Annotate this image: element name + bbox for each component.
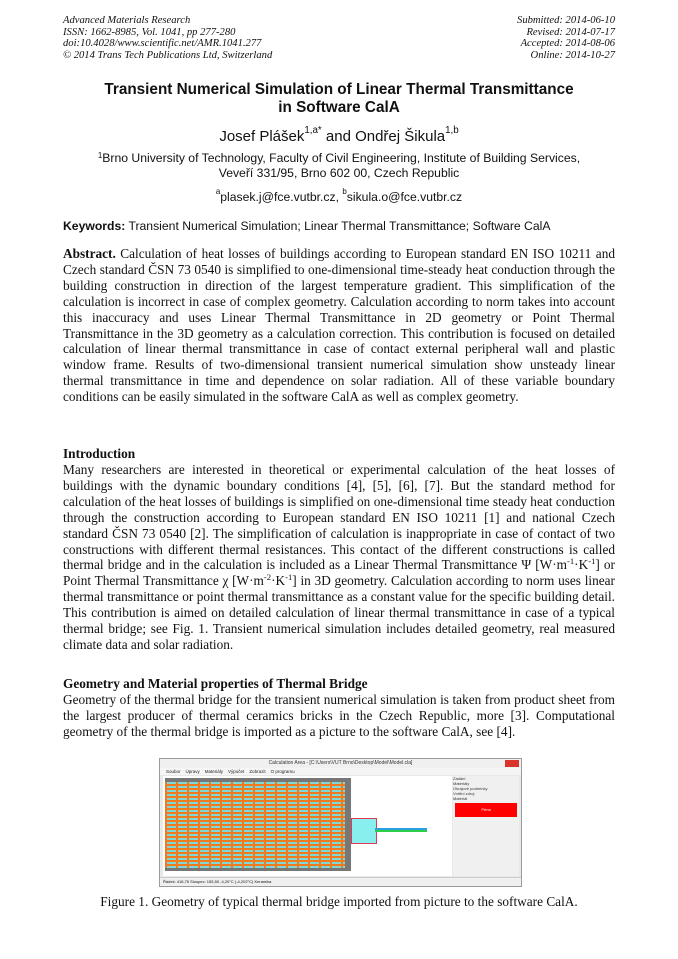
introduction-text (63, 462, 615, 653)
copyright: © 2014 Trans Tech Publications Ltd, Switzerland (63, 49, 273, 61)
intro-text-segment: ·K (574, 557, 589, 573)
abstract (63, 246, 615, 405)
unit-exponent: -1 (588, 556, 596, 567)
email-link[interactable]: plasek.j@fce.vutbr.cz, (220, 190, 343, 204)
doi: doi:10.4028/www.scientific.net/AMR.1041.277 (63, 38, 262, 50)
email-sup: a (215, 187, 221, 196)
section-heading-geometry: Geometry and Material properties of Thermal Bridge (63, 676, 368, 691)
side-panel (453, 776, 519, 876)
keywords-label: Keywords: (63, 219, 126, 233)
online-date: Online: 2014-10-27 (530, 49, 615, 61)
submitted-date: Submitted: 2014-06-10 (517, 15, 615, 26)
journal-name: Advanced Materials Research (63, 15, 191, 26)
accepted-date: Accepted: 2014-08-06 (520, 38, 615, 50)
geometry-text: Geometry of the thermal bridge for the transient numerical simulation is taken from product sheet from the largest producer of thermal ceramics bricks in the Czech Republic, more [3]. Computational geometry of the thermal bridge is imported as a picture to the software CalA, see [4]. (63, 692, 615, 739)
affil-line: Brno University of Technology, Faculty of Civil Engineering, Institute of Building Services, (102, 151, 581, 165)
author-sup: 1,a* (304, 125, 322, 136)
intro-text-segment: ] in 3D geometry. Calculation according to norm uses linear thermal transmittance or point thermal transmittance as a constant value for the specific building detail. This contribution is aimed on detailed calculation of linear thermal transmittance in case of a typical thermal bridge; see Fig. 1. Transient numerical simulation includes detailed geometry, real measured climate data and solar radiation. (63, 573, 615, 652)
close-icon (505, 760, 519, 767)
section-heading-introduction: Introduction (63, 446, 136, 461)
email-sup: b (342, 187, 347, 196)
keywords (63, 219, 550, 233)
author-name: and Ondřej Šikula (321, 128, 446, 145)
glazing (375, 828, 427, 832)
brick-pattern (165, 782, 345, 868)
journal-info (63, 15, 272, 61)
menu-item: Materiály (204, 769, 224, 774)
unit-exponent: -2 (263, 572, 272, 583)
author-name: Josef Plášek (219, 128, 305, 145)
affiliation (0, 151, 678, 181)
paper-title (0, 81, 678, 117)
panel-label: Vnitřní zdroj (453, 791, 475, 796)
intro-text-segment: ] or Point Thermal Transmittance χ [W·m (63, 557, 615, 589)
panel-label: Zadání (453, 776, 466, 781)
abstract-text: Calculation of heat losses of buildings according to European standard EN ISO 10211 and Czech standard ČSN 73 0540 is simplified to one-dimensional time-steady heat conduction through the building construction in direction of the largest temperature gradient. This simplification of the calculation is incorrect in case of complex geometry. Calculation according to norm takes into account this inaccuracy and uses Linear Thermal Transmittance in 2D geometry or Point Thermal Transmittance in the 3D geometry as a calculation correction. This contribution is focused on detailed calculation of linear thermal transmittance in case of contact external peripheral wall and plastic window frame. Results of two-dimensional transient numerical simulation show unsteady linear thermal transmittance in time and dependence on solar radiation. All of these variable boundary conditions can be easily simulated in the software CalA as well as complex geometry. (63, 246, 615, 405)
keywords-text: Transient Numerical Simulation; Linear Thermal Transmittance; Software CalA (125, 219, 551, 233)
menu-item: Zobrazit (249, 769, 266, 774)
author-sup: 1,b (445, 125, 459, 136)
emails (0, 187, 678, 204)
panel-label: Materiály (453, 781, 470, 786)
abstract-label: Abstract. (63, 246, 116, 261)
menu-bar (160, 768, 521, 775)
intro-text-segment: Many researchers are interested in theoretical or experimental calculation of the heat losses of buildings with the dynamic boundary conditions [4], [5], [6], [7]. But the standard method for calculation of the heat losses of buildings is simplified on one-dimensional time steady heat conduction through the construction according to European standard EN ISO 10211 [1] and national Czech standard ČSN 73 0540 [2]. The simplification of calculation is inappropriate in case of contact of two constructions with different thermal resistances. This contact of the different constructions is called thermal bridge and in the calculation is included as a Linear Thermal Transmittance Ψ [W·m (63, 462, 615, 573)
window-frame (351, 818, 377, 844)
figure-caption: Figure 1. Geometry of typical thermal bridge imported from picture to the software CalA. (100, 894, 578, 909)
menu-item: Výpočet (228, 769, 245, 774)
title-line: Transient Numerical Simulation of Linear Thermal Transmittance (104, 81, 574, 98)
panel-label: Okrajové podmínky (453, 786, 488, 791)
authors (0, 125, 678, 145)
issn: ISSN: 1662-8985, Vol. 1041, pp 277-280 (63, 26, 236, 38)
menu-item: Soubor (166, 769, 181, 774)
menu-item: Úpravy (185, 769, 200, 774)
unit-exponent: -1 (566, 556, 575, 567)
dates-info (517, 15, 615, 61)
window-title: Calculation Area - [C:\Users\VUT Brno\Desktop\Model\Model.cla] (268, 760, 413, 766)
window-titlebar (160, 759, 521, 768)
figure-1-screenshot (159, 758, 522, 887)
calc-canvas (163, 776, 452, 876)
email-link[interactable]: sikula.o@fce.vutbr.cz (346, 190, 463, 204)
intro-text-segment: ·K (271, 573, 286, 589)
title-line: in Software CalA (278, 99, 400, 116)
affil-sup: 1 (97, 151, 103, 160)
affil-line: Veveří 331/95, Brno 602 00, Czech Republic (218, 166, 460, 180)
revised-date: Revised: 2014-07-17 (526, 26, 615, 38)
material-swatch: Pěna (455, 803, 517, 817)
unit-exponent: -1 (285, 572, 293, 583)
menu-item: O programu (270, 769, 295, 774)
brick-wall (165, 778, 351, 871)
status-bar: Řádek: 416,75 Sloupec: 155,50 -4,20°C (-4,202°C) Keramika (160, 877, 522, 886)
panel-label: Materiál (453, 796, 468, 801)
